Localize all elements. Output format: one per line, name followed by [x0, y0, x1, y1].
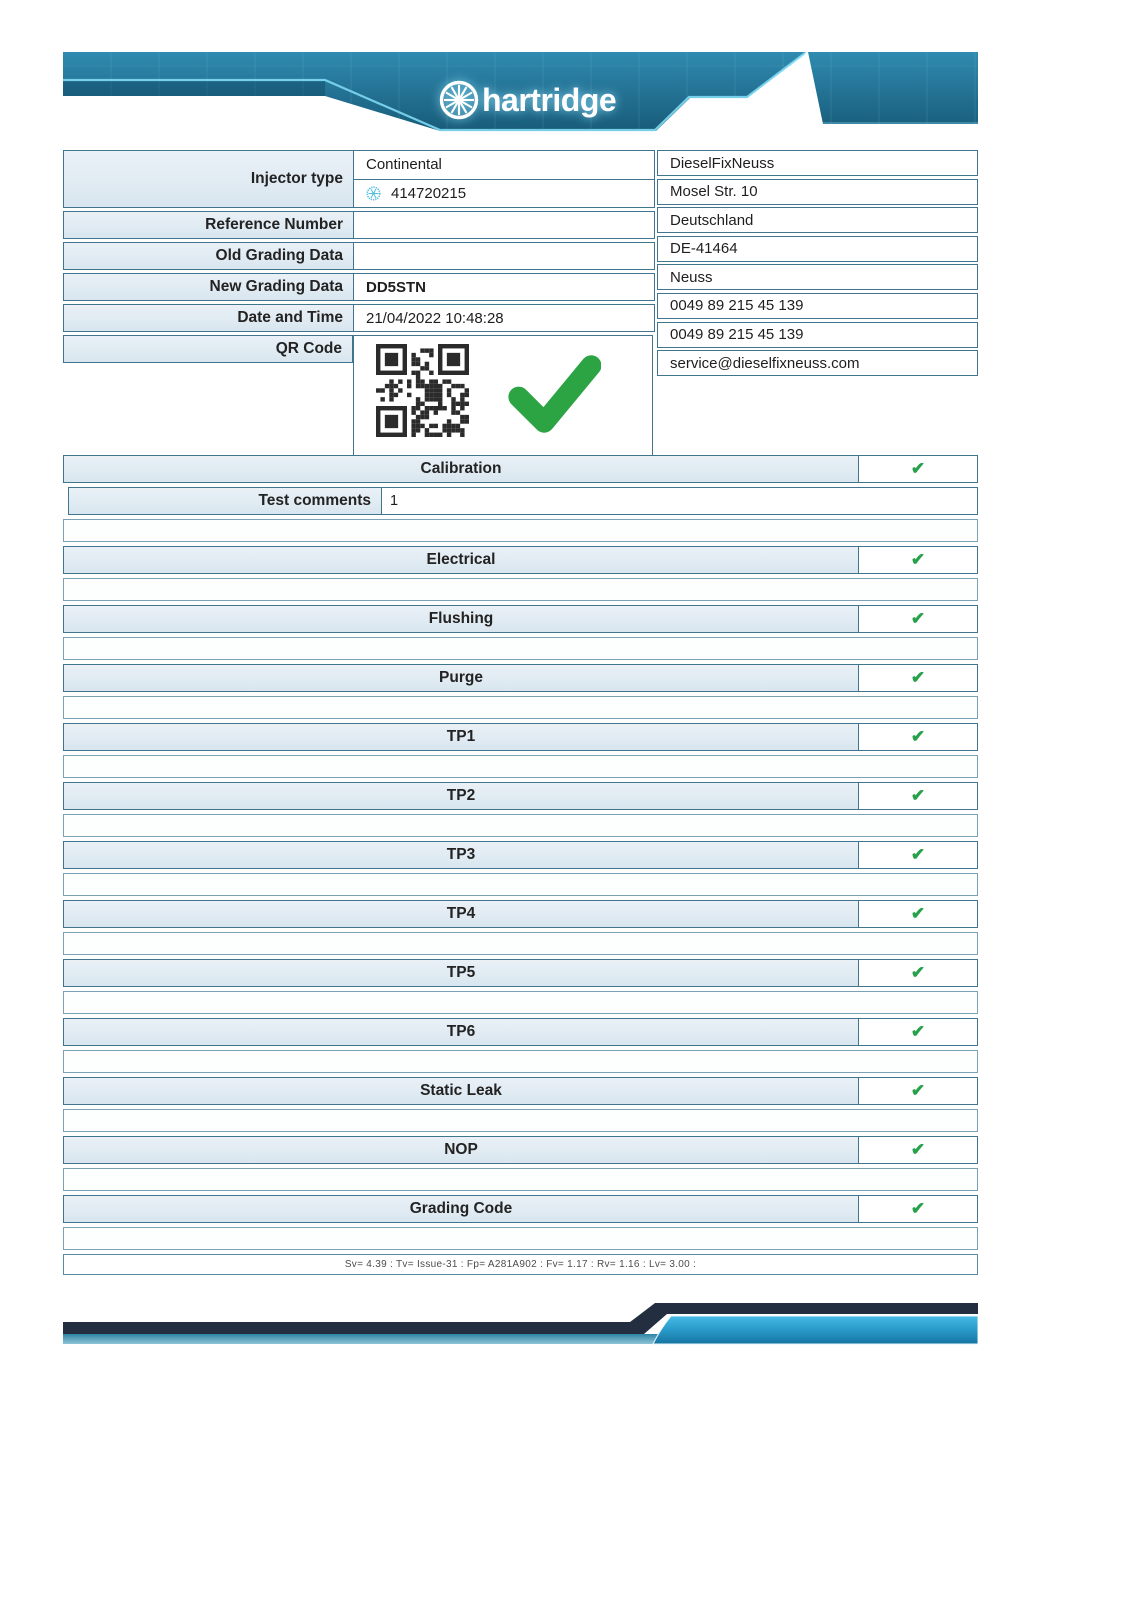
section-label: TP6: [64, 1019, 859, 1045]
bottom-banner-art: [63, 1303, 978, 1349]
spacer-row: [63, 519, 978, 542]
spacer-row: [63, 578, 978, 601]
spacer-row: [63, 755, 978, 778]
top-banner-art: [63, 52, 978, 134]
customer-info-row: Mosel Str. 10: [657, 179, 978, 205]
datetime-label: Date and Time: [64, 305, 354, 331]
section-label: Purge: [64, 665, 859, 691]
customer-info-panel: [657, 150, 978, 379]
spacer-row: [63, 991, 978, 1014]
injector-type-label: Injector type: [64, 151, 354, 207]
logo-text: hartridge: [482, 82, 617, 118]
spacer-row: [63, 696, 978, 719]
new-grading-label: New Grading Data: [64, 274, 354, 300]
datetime-value: 21/04/2022 10:48:28: [366, 309, 504, 327]
qr-code-cell: [353, 335, 653, 457]
section-row: [63, 1136, 978, 1164]
injector-part-cell: [354, 180, 654, 208]
spacer-row: [63, 637, 978, 660]
spacer-row: [63, 1168, 978, 1191]
customer-info-row: Deutschland: [657, 207, 978, 233]
new-grading-value: DD5STN: [366, 278, 427, 296]
section-label: Electrical: [64, 547, 859, 573]
spacer-row: [63, 932, 978, 955]
section-row: [63, 900, 978, 928]
logo-wheel-icon: [442, 83, 477, 118]
injector-make-value: Continental: [354, 151, 654, 180]
customer-info-row: Neuss: [657, 264, 978, 290]
section-row: [63, 841, 978, 869]
pass-check-icon: ✔: [910, 963, 926, 982]
spacer-row: [63, 873, 978, 896]
datetime-row: [63, 304, 655, 332]
pass-check-icon: ✔: [910, 1140, 926, 1159]
spacer-row: [63, 1227, 978, 1250]
pass-check-icon: ✔: [910, 1022, 926, 1041]
customer-info-row: DE-41464: [657, 236, 978, 262]
tests-area: [63, 455, 978, 1275]
test-comments-row: [68, 487, 978, 515]
pass-check-icon: ✔: [910, 459, 926, 478]
injector-type-row: [63, 150, 655, 208]
test-comments-label: Test comments: [69, 488, 382, 514]
top-banner: [63, 52, 978, 134]
reference-number-value: [354, 212, 654, 238]
footer-status-row: [63, 1254, 978, 1275]
qr-code-image: [376, 344, 469, 437]
section-label: TP3: [64, 842, 859, 868]
spacer-row: [63, 1109, 978, 1132]
pass-check-icon: ✔: [910, 727, 926, 746]
section-row: [63, 546, 978, 574]
section-row: [63, 605, 978, 633]
customer-info-row: 0049 89 215 45 139: [657, 322, 978, 348]
old-grading-row: [63, 242, 655, 270]
section-label: TP1: [64, 724, 859, 750]
section-label: TP4: [64, 901, 859, 927]
pass-check-icon: ✔: [910, 1199, 926, 1218]
spacer-row: [63, 1050, 978, 1073]
section-row: [63, 1077, 978, 1105]
customer-info-row: 0049 89 215 45 139: [657, 293, 978, 319]
section-label: TP2: [64, 783, 859, 809]
reference-number-row: [63, 211, 655, 239]
pass-check-large-icon: [503, 344, 601, 442]
customer-info-row: service@dieselfixneuss.com: [657, 350, 978, 376]
section-row: [63, 959, 978, 987]
pass-check-icon: ✔: [910, 1081, 926, 1100]
spacer-row: [63, 814, 978, 837]
section-label: Flushing: [64, 606, 859, 632]
injector-type-values: [354, 151, 654, 207]
old-grading-value: [354, 243, 654, 269]
pass-check-icon: ✔: [910, 609, 926, 628]
new-grading-row: [63, 273, 655, 301]
injector-part-number: 414720215: [391, 184, 467, 202]
section-label: Static Leak: [64, 1078, 859, 1104]
section-row: [63, 455, 978, 483]
section-row: [63, 782, 978, 810]
section-row: [63, 664, 978, 692]
pass-check-icon: ✔: [910, 550, 926, 569]
section-row: [63, 1195, 978, 1223]
section-label: TP5: [64, 960, 859, 986]
test-comments-value: 1: [390, 493, 399, 509]
section-row: [63, 1018, 978, 1046]
customer-info-row: DieselFixNeuss: [657, 150, 978, 176]
pass-check-icon: ✔: [910, 786, 926, 805]
section-label: Calibration: [64, 456, 859, 482]
footer-status-text: Sv= 4.39 : Tv= Issue-31 : Fp= A281A902 : Fv= 1.17 : Rv= 1.16 : Lv= 3.00 :: [344, 1259, 697, 1270]
pass-check-icon: ✔: [910, 904, 926, 923]
section-label: NOP: [64, 1137, 859, 1163]
qr-code-label: QR Code: [63, 335, 353, 363]
reference-number-label: Reference Number: [64, 212, 354, 238]
part-wheel-icon: [366, 186, 381, 201]
section-row: [63, 723, 978, 751]
info-table: [63, 150, 978, 457]
section-label: Grading Code: [64, 1196, 859, 1222]
injector-info-panel: [63, 150, 655, 457]
old-grading-label: Old Grading Data: [64, 243, 354, 269]
bottom-banner: [63, 1303, 978, 1349]
pass-check-icon: ✔: [910, 845, 926, 864]
qr-code-row: [63, 335, 655, 457]
pass-check-icon: ✔: [910, 668, 926, 687]
